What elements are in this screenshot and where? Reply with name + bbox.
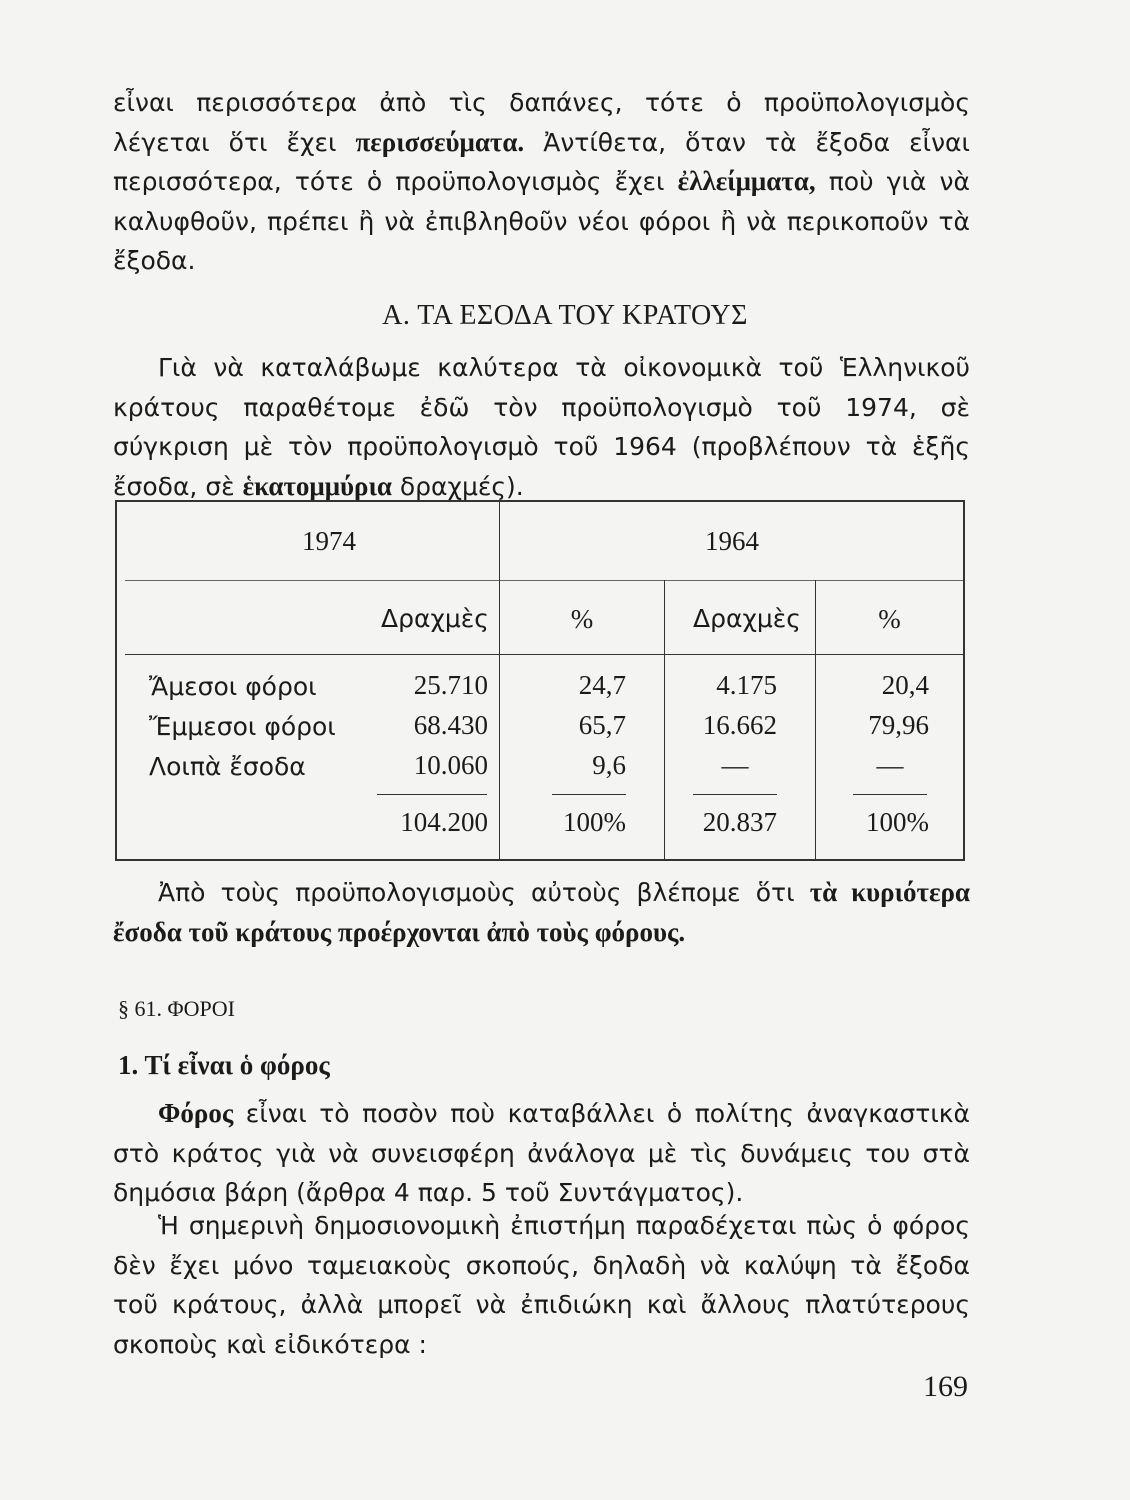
cell-percent-1974: 24,7: [578, 670, 626, 700]
emphasis-deficit: ἐλλείμματα,: [677, 166, 816, 196]
cell-drachmes-1974: 25.710: [413, 670, 488, 700]
section-a-paragraph: Γιὰ νὰ καταλάβωμε καλύτερα τὰ οἰκονομικὰ τοῦ Ἑλληνικοῦ κράτους παραθέτομε ἐδῶ τὸν προϋπολογισμὸ τοῦ 1974, σὲ σύγκριση μὲ τὸν προϋπολογισμὸ τοῦ 1964 (προβλέπουν τὰ ἑξῆς ἔσοδα, σὲ ἑκατομμύρια δραχμές).: [113, 353, 970, 501]
revenue-table: [115, 500, 965, 861]
header-drachmes-1974: Δραχμὲς: [381, 604, 489, 633]
row-label: Ἔμμεσοι φόροι: [149, 712, 336, 741]
header-percent-1964: %: [878, 604, 901, 634]
page-number: 169: [923, 1370, 968, 1403]
cell-percent-1964: 79,96: [868, 710, 929, 740]
emphasis-tax: Φόρος: [158, 1098, 234, 1128]
row-label: Ἄμεσοι φόροι: [149, 672, 317, 701]
total-percent-1974: 100%: [563, 807, 626, 837]
header-drachmes-1964: Δραχμὲς: [693, 604, 801, 633]
cell-drachmes-1964: —: [721, 750, 749, 780]
cell-drachmes-1964: 16.662: [702, 710, 777, 740]
emphasis-conclusion: τὰ κυριότερα ἔσοδα τοῦ κράτους προέρχονται ἀπὸ τοὺς φόρους.: [113, 877, 971, 947]
closing-paragraph: Ἡ σημερινὴ δημοσιονομικὴ ἐπιστήμη παραδέχεται πὼς ὁ φόρος δὲν ἔχει μόνο ταμειακοὺς σκοπούς, δηλαδὴ νὰ καλύψη τὰ ἔξοδα τοῦ κράτους, ἀλλὰ μπορεῖ νὰ ἐπιδιώκη καὶ ἄλλους πλατύτερους σκοποὺς καὶ εἰδικότερα :: [113, 1211, 970, 1359]
cell-drachmes-1974: 10.060: [413, 750, 488, 780]
cell-percent-1964: 20,4: [881, 670, 929, 700]
emphasis-surplus: περισσεύματα.: [355, 126, 525, 157]
header-year-1974: 1974: [302, 526, 356, 556]
row-label: Λοιπὰ ἔσοδα: [149, 752, 306, 781]
header-year-1964: 1964: [705, 526, 759, 556]
definition-paragraph: Φόρος εἶναι τὸ ποσὸν ποὺ καταβάλλει ὁ πολίτης ἀναγκαστικὰ στὸ κράτος γιὰ νὰ συνεισφέρη ἀνάλογα μὲ τὶς δυνάμεις του στὰ δημόσια βάρη (ἄρθρα 4 παρ. 5 τοῦ Συντάγματος).: [113, 1098, 970, 1207]
cell-drachmes-1964: 4.175: [716, 670, 777, 700]
section-a-title: Α. ΤΑ ΕΣΟΔΑ ΤΟΥ ΚΡΑΤΟΥΣ: [382, 300, 748, 331]
subsection-1-heading: 1. Τί εἶναι ὁ φόρος: [118, 1050, 330, 1080]
cell-drachmes-1974: 68.430: [413, 710, 488, 740]
total-drachmes-1964: 20.837: [702, 807, 777, 837]
conclusion-paragraph: Ἀπὸ τοὺς προϋπολογισμοὺς αὐτοὺς βλέπομε ὅτι τὰ κυριότερα ἔσοδα τοῦ κράτους προέρχονται ἀπὸ τοὺς φόρους.: [113, 877, 971, 947]
total-percent-1964: 100%: [866, 807, 929, 837]
total-drachmes-1974: 104.200: [400, 807, 488, 837]
cell-percent-1974: 65,7: [578, 710, 626, 740]
section-61-heading: § 61. ΦΟΡΟΙ: [118, 996, 235, 1021]
cell-percent-1964: —: [876, 750, 904, 780]
emphasis-millions: ἑκατομμύρια: [242, 470, 392, 501]
cell-percent-1974: 9,6: [592, 750, 626, 780]
intro-paragraph: εἶναι περισσότερα ἀπὸ τὶς δαπάνες, τότε ὁ προϋπολογισμὸς λέγεται ὅτι ἔχει περισσεύματα. Ἀντίθετα, ὅταν τὰ ἔξοδα εἶναι περισσότερα, τότε ὁ προϋπολογισμὸς ἔχει ἐλλείμματα, ποὺ γιὰ νὰ καλυφθοῦν, πρέπει ἢ νὰ ἐπιβληθοῦν νέοι φόροι ἢ νὰ περικοποῦν τὰ ἔξοδα.: [113, 88, 970, 275]
header-percent-1974: %: [570, 604, 594, 634]
